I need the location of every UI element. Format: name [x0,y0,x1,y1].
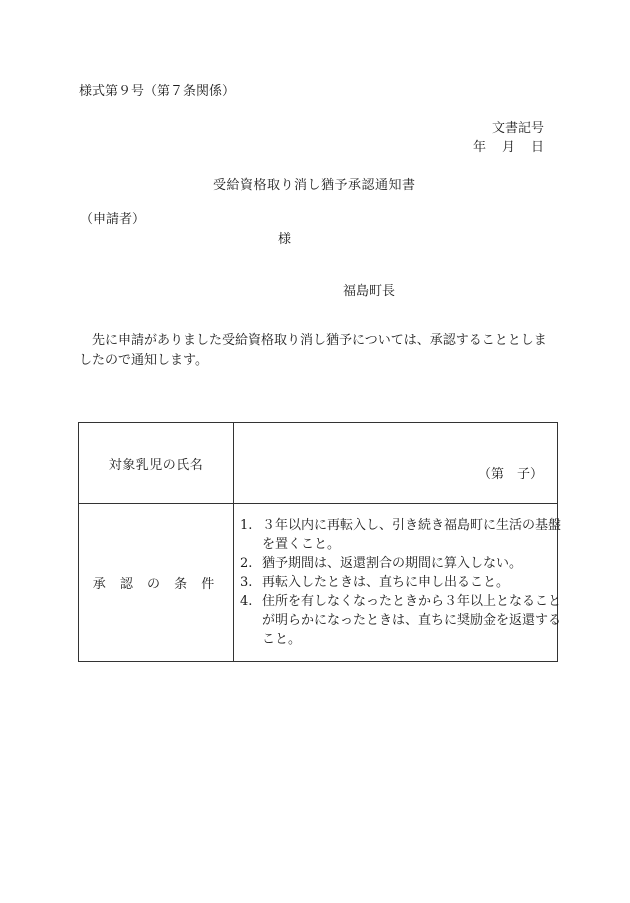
conditions-cell [234,504,562,662]
condition-number: 2. [240,556,253,571]
child-name-label: 対象乳児の氏名 [79,423,234,504]
child-name-row [79,423,558,504]
child-name-value [234,423,557,503]
applicant-label: （申請者） [80,212,146,227]
condition-text: ３年以内に再転入し、引き続き福島町に生活の基盤を置くこと。 [262,518,562,552]
notice-body-text: 先に申請がありました受給資格取り消し猶予については、承認することとしましたので通知します。 [79,333,547,368]
condition-number: 4. [240,594,253,609]
condition-item [240,516,562,554]
form-number: 様式第９号（第７条関係） [79,84,236,99]
child-name-cell [234,423,558,504]
conditions-label: 承 認 の 条 件 [79,504,234,662]
approval-info-table [78,422,562,662]
conditions-row [79,504,558,662]
date-month-label: 月 [501,140,515,155]
condition-item [240,554,562,573]
condition-number: 3. [240,575,253,590]
document-title: 受給資格取り消し猶予承認通知書 [213,178,416,193]
condition-text: 住所を有しなくなったときから３年以上となることが明らかになったときは、直ちに奨励金を返還すること。 [262,594,562,647]
date-line [473,136,544,155]
issuer-name: 福島町長 [343,284,396,299]
applicant-honorific: 様 [278,232,292,247]
date-day-label: 日 [530,140,544,155]
condition-number: 1. [240,518,253,533]
condition-text: 再転入したときは、直ちに申し出ること。 [262,575,510,590]
child-order-suffix: （第 子） [477,467,543,482]
condition-text: 猶予期間は、返還割合の期間に算入しない。 [262,556,523,571]
document-number-label: 文書記号 [491,121,544,136]
conditions-list [234,516,562,649]
condition-item [240,592,562,649]
date-year-label: 年 [472,140,486,155]
condition-item [240,573,562,592]
